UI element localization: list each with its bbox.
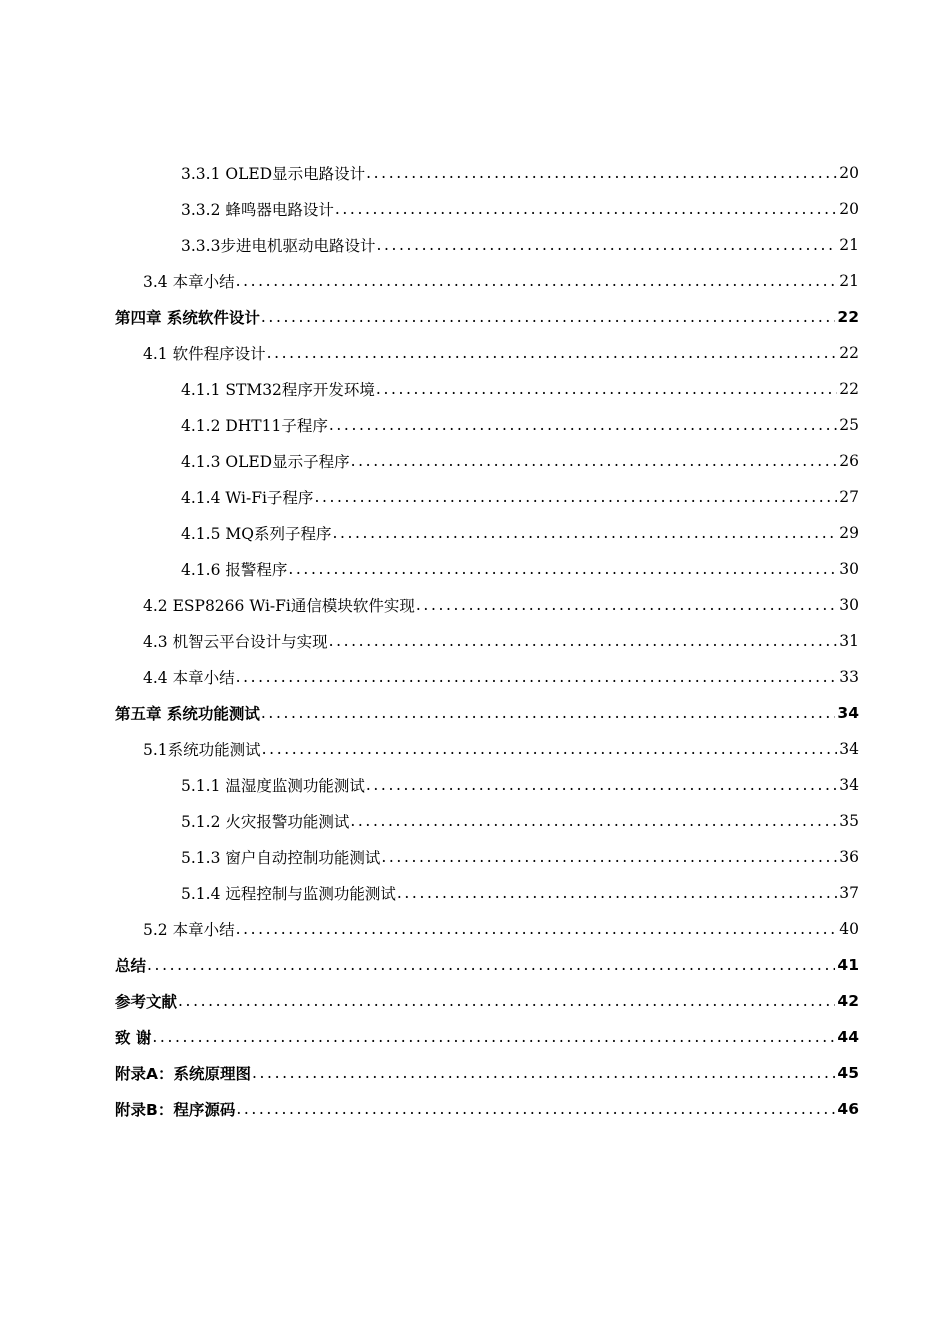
toc-chapter-entry[interactable] [0, 299, 950, 335]
toc-entry-title: 4.3 机智云平台设计与实现 [143, 633, 328, 651]
toc-entry-page: 25 [839, 416, 859, 434]
toc-entry-title: 3.3.3步进电机驱动电路设计 [181, 237, 376, 255]
table-of-contents [0, 155, 950, 1127]
toc-entry-page: 35 [839, 812, 859, 830]
toc-entry[interactable] [0, 227, 950, 263]
toc-dot-leader [332, 524, 837, 542]
toc-entry[interactable] [0, 263, 950, 299]
toc-entry[interactable] [0, 515, 950, 551]
toc-entry-page: 41 [837, 956, 859, 974]
toc-dot-leader [236, 1100, 835, 1118]
toc-entry-page: 22 [839, 380, 859, 398]
toc-entry[interactable] [0, 875, 950, 911]
toc-entry-title: 致 谢 [115, 1029, 152, 1047]
toc-entry-page: 36 [839, 848, 859, 866]
toc-dot-leader [397, 884, 837, 902]
toc-entry[interactable] [0, 623, 950, 659]
toc-entry-page: 20 [839, 200, 859, 218]
toc-entry[interactable] [0, 803, 950, 839]
toc-dot-leader [147, 956, 835, 974]
toc-dot-leader [178, 992, 835, 1010]
toc-entry-title: 4.1.3 OLED显示子程序 [181, 453, 350, 471]
toc-entry-page: 20 [839, 164, 859, 182]
toc-entry[interactable] [0, 659, 950, 695]
toc-entry-page: 44 [837, 1028, 859, 1046]
toc-entry-title: 5.1.4 远程控制与监测功能测试 [181, 885, 396, 903]
toc-dot-leader [262, 740, 838, 758]
toc-dot-leader [236, 272, 838, 290]
toc-entry-title: 5.1.2 火灾报警功能测试 [181, 813, 350, 831]
toc-chapter-entry[interactable] [0, 983, 950, 1019]
toc-entry-page: 21 [839, 236, 859, 254]
toc-dot-leader [288, 560, 837, 578]
toc-entry[interactable] [0, 839, 950, 875]
toc-entry-page: 22 [837, 308, 859, 326]
toc-entry-title: 4.1.2 DHT11子程序 [181, 417, 328, 435]
toc-entry[interactable] [0, 551, 950, 587]
toc-dot-leader [376, 380, 837, 398]
toc-entry-page: 37 [839, 884, 859, 902]
toc-entry-title: 4.4 本章小结 [143, 669, 235, 687]
toc-chapter-entry[interactable] [0, 1019, 950, 1055]
toc-chapter-entry[interactable] [0, 947, 950, 983]
toc-entry-page: 22 [839, 344, 859, 362]
toc-entry-title: 附录B：程序源码 [115, 1101, 236, 1119]
toc-entry-page: 29 [839, 524, 859, 542]
toc-entry[interactable] [0, 767, 950, 803]
toc-entry-page: 33 [839, 668, 859, 686]
toc-entry-title: 3.3.2 蜂鸣器电路设计 [181, 201, 334, 219]
toc-entry-page: 42 [837, 992, 859, 1010]
toc-dot-leader [335, 200, 837, 218]
toc-dot-leader [252, 1064, 835, 1082]
toc-entry-page: 34 [837, 704, 859, 722]
toc-chapter-entry[interactable] [0, 1055, 950, 1091]
toc-dot-leader [366, 776, 837, 794]
toc-dot-leader [351, 452, 838, 470]
toc-entry-page: 31 [839, 632, 859, 650]
toc-chapter-entry[interactable] [0, 1091, 950, 1127]
toc-entry-page: 46 [837, 1100, 859, 1118]
toc-entry-title: 第四章 系统软件设计 [115, 309, 260, 327]
toc-entry-title: 参考文献 [115, 993, 178, 1011]
toc-entry-title: 3.4 本章小结 [143, 273, 235, 291]
toc-entry[interactable] [0, 335, 950, 371]
toc-dot-leader [236, 920, 838, 938]
toc-dot-leader [329, 416, 837, 434]
toc-entry-title: 4.1.4 Wi-Fi子程序 [181, 489, 314, 507]
toc-dot-leader [236, 668, 838, 686]
toc-entry-title: 附录A：系统原理图 [115, 1065, 251, 1083]
toc-entry-title: 5.2 本章小结 [143, 921, 235, 939]
toc-entry-title: 4.1 软件程序设计 [143, 345, 266, 363]
toc-entry-page: 26 [839, 452, 859, 470]
toc-dot-leader [381, 848, 837, 866]
toc-dot-leader [366, 164, 837, 182]
toc-dot-leader [350, 812, 837, 830]
toc-dot-leader [329, 632, 838, 650]
toc-entry-page: 40 [839, 920, 859, 938]
toc-entry-page: 45 [837, 1064, 859, 1082]
toc-entry-title: 4.1.1 STM32程序开发环境 [181, 381, 375, 399]
toc-entry-title: 5.1.3 窗户自动控制功能测试 [181, 849, 381, 867]
toc-entry-title: 5.1.1 温湿度监测功能测试 [181, 777, 365, 795]
toc-entry-title: 总结 [115, 957, 147, 975]
toc-entry-page: 30 [839, 560, 859, 578]
toc-entry[interactable] [0, 479, 950, 515]
toc-entry-page: 30 [839, 596, 859, 614]
toc-chapter-entry[interactable] [0, 695, 950, 731]
toc-dot-leader [261, 308, 836, 326]
toc-entry-title: 4.1.6 报警程序 [181, 561, 288, 579]
toc-entry-page: 27 [839, 488, 859, 506]
toc-entry[interactable] [0, 443, 950, 479]
toc-dot-leader [416, 596, 837, 614]
toc-entry[interactable] [0, 407, 950, 443]
toc-dot-leader [314, 488, 837, 506]
toc-entry-page: 34 [839, 776, 859, 794]
toc-dot-leader [376, 236, 837, 254]
toc-entry-page: 21 [839, 272, 859, 290]
toc-entry-title: 5.1系统功能测试 [143, 741, 261, 759]
toc-entry-page: 34 [839, 740, 859, 758]
toc-dot-leader [152, 1028, 835, 1046]
toc-entry[interactable] [0, 587, 950, 623]
toc-entry-title: 4.2 ESP8266 Wi-Fi通信模块软件实现 [143, 597, 415, 615]
toc-entry[interactable] [0, 371, 950, 407]
toc-entry-title: 4.1.5 MQ系列子程序 [181, 525, 332, 543]
toc-entry-title: 3.3.1 OLED显示电路设计 [181, 165, 366, 183]
toc-entry[interactable] [0, 155, 950, 191]
toc-dot-leader [267, 344, 838, 362]
toc-entry-title: 第五章 系统功能测试 [115, 705, 260, 723]
toc-entry[interactable] [0, 191, 950, 227]
toc-entry[interactable] [0, 911, 950, 947]
toc-dot-leader [261, 704, 836, 722]
toc-entry[interactable] [0, 731, 950, 767]
